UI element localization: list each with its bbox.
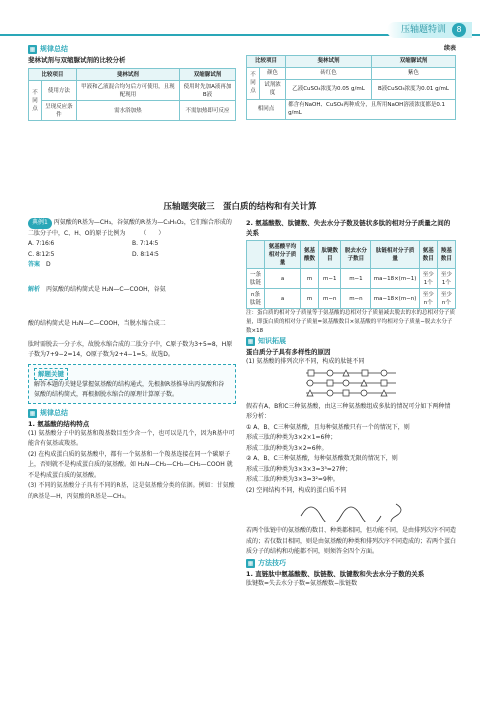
case-1: ① A、B、C三种氨基酸，且每种氨基酸只有一个的情况下，则 xyxy=(246,423,410,431)
main-title: 压轴题突破三 蛋白质的结构和有关计算 xyxy=(163,202,317,212)
method-title: 1. 直链肽中氨基酸数、肽链数、肽键数和失去水分子数的关系 xyxy=(246,569,425,578)
key-label: 解题关键 xyxy=(34,368,68,380)
compare-table-2: 比较项目 斐林试剂 双缩脲试剂 不同点 颜色 砖红色 紫色 试剂浓度 乙液CuSO₄浓度为0.05 g/mL B液CuSO₄浓度为0.01 g/mL 相同点 都含有NaOH、CuSO₄两种成分，且所用NaOH溶液浓度都是0.1 g/mL xyxy=(246,55,456,120)
knowledge-title: 蛋白质分子具有多样性的原因 xyxy=(246,348,331,356)
relation-table: 氨基酸平均相对分子质量 氨基酸数 肽键数目 脱去水分子数目 肽链相对分子质量 氨基数目 羧基数目 一条肽链 a m m−1 m−1 ma−18×(m−1) 至少1个 至少1个 n条肽链 a m m−n m−n ma−18×(m−n) 至少n个 至少n个 xyxy=(246,240,456,309)
example-question: 典例1 丙氨酸的R基为—CH₃，谷氨酸的R基为—C₃H₅O₂，它们缩合形成的二肽分子中，C、H、O的原子比例为 （ ） xyxy=(28,219,232,237)
header-title: 压轴题特训 xyxy=(400,25,446,35)
case-1a: 形成三肽的种类为3×2×1=6种； xyxy=(246,434,337,441)
point-1: (1) 氨基酸的排列次序不同，构成的肽链不同 xyxy=(246,358,365,365)
knowledge-icon: ▦ xyxy=(247,338,254,345)
explanation-2: 酸的结构简式是 H₂N—C—COOH，当脱水缩合成二 xyxy=(28,320,166,327)
left-column-body xyxy=(28,218,236,502)
rule-icon: ▦ xyxy=(29,46,36,53)
case-2: ② A、B、C三种氨基酸，每种氨基酸数无限的情况下，则 xyxy=(246,455,398,462)
header-tag xyxy=(387,22,472,38)
chain-diagram xyxy=(246,368,456,398)
case-1b: 形成二肽的种类为3×2=6种。 xyxy=(246,444,328,452)
section-title-2: 1. 氨基酸的结构特点 xyxy=(28,419,90,428)
section-heading-4: ▦ 方法技巧 xyxy=(247,558,286,567)
paragraph-1: (1) 氨基酸分子中的氨基和羧基数目至少含一个，也可以是几个，因为R基中可能含有氨基或羧基。 xyxy=(28,429,235,447)
point-1b: 假若有A、B和C三种氨基酸，由这三种氨基酸组成多肽的情况可分如下两种情形分析： xyxy=(246,402,451,420)
rule-icon: ▦ xyxy=(29,409,36,417)
case-2b: 形成二肽的种类为3×3=3²=9种。 xyxy=(246,476,339,483)
group-cell: 不同点 xyxy=(29,81,42,121)
key-box xyxy=(28,364,236,404)
page-number: 8 xyxy=(452,23,466,37)
section-heading-3: ▦ 知识拓展 xyxy=(247,337,286,345)
compare-table-1: 比较项目 斐林试剂 双缩脲试剂 不同点 使用方法 甲液和乙液混合均匀后方可使用，且现配现用 使用时先加A液再加B液 呈现反应条件 需水浴加热 不需加热即可反应 xyxy=(28,68,236,121)
example-tag: 典例1 xyxy=(28,218,52,229)
continued-label: 续表 xyxy=(443,45,456,52)
explanation-3: 肽时需脱去一分子水，故脱水缩合成的二肽分子中，C原子数为3+5=8，H原子数为7+9−2=14，O原子数为2+4−1=5。故选D。 xyxy=(28,340,233,358)
section-heading-2: ▦ 规律总结 xyxy=(29,408,68,417)
section-heading: ▦ 规律总结 xyxy=(29,45,68,53)
paragraph-3: (3) 不同的氨基酸分子具有不同的R基，这是氨基酸分类的依据。例如：甘氨酸的R基是—H，丙氨酸的R基是—CH₃。 xyxy=(28,482,235,500)
method-icon: ▦ xyxy=(247,559,254,567)
case-2a: 形成三肽的种类为3×3×3=3³=27种； xyxy=(246,465,352,473)
paragraph-2: (2) 在构成蛋白质的氨基酸中，都有一个氨基和一个羧基连接在同一个碳原子上，否则就不是构成蛋白质的氨基酸。如 H₂N—CH₂—CH₂—CH₂—COOH 就不是构成蛋白质的氨基酸。 xyxy=(28,450,233,479)
explanation-1: 解析 丙氨酸的结构简式是 H₂N—C—COOH，谷氨 xyxy=(28,285,166,293)
table-note: 注：蛋白质的相对分子质量等于氨基酸的总相对分子质量减去脱去的水的总相对分子质量，即蛋白质的相对分子质量=氨基酸数目×氨基酸的平均相对分子质量−脱去水分子数×18 xyxy=(246,310,456,334)
right-column-body xyxy=(246,218,456,589)
point-2: (2) 空间结构不同，构成的蛋白质不同 xyxy=(246,486,347,494)
method-formula: 肽键数=失去水分子数=氨基酸数−肽链数 xyxy=(246,579,358,587)
section-title: 斐林试剂与双缩脲试剂的比较分析 xyxy=(28,56,126,64)
right-section-title: 2. 氨基酸数、肽键数、失去水分子数及链状多肽的相对分子质量之间的关系 xyxy=(246,219,451,237)
point-2b: 若两个肽链中的氨基酸的数目、种类都相同，但功能不同，是由排列次序不同造成的；若仅数目相同，则是由氨基酸的种类和排列次序不同造成的；若两个蛋白质分子的结构和功能都不同，则须答全四个方面。 xyxy=(246,527,457,555)
options: A. 7∶16∶6 B. 7∶14∶5 C. 8∶12∶5 D. 8∶14∶5 xyxy=(28,240,159,258)
answer: 答案 D xyxy=(28,261,51,268)
key-text: 解答本题的关键是掌握氨基酸的结构通式，先根据R基推导出丙氨酸和谷氨酸的结构简式，再根据脱水缩合的原理计算原子数。 xyxy=(34,380,225,398)
right-column-top xyxy=(246,44,456,120)
left-column-top xyxy=(28,44,236,121)
fold-diagram xyxy=(246,496,456,522)
